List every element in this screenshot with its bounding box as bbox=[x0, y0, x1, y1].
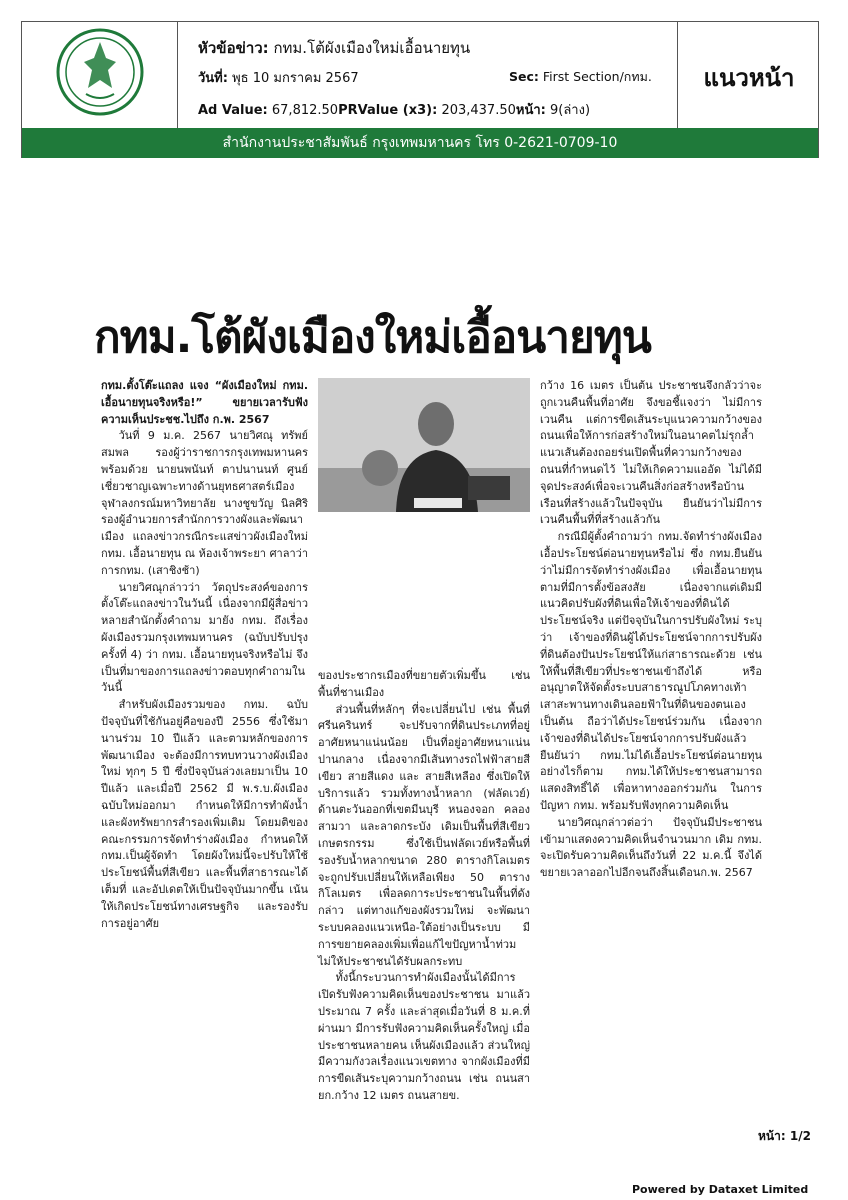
pr-value: 203,437.50 bbox=[441, 103, 516, 118]
article-column-2 bbox=[318, 668, 530, 1105]
article-title: กทม.โต้ผังเมืองใหม่เอื้อนายทุน bbox=[94, 312, 651, 363]
article-paragraph: นายวิศณุกล่าวต่อว่า ปัจจุบันมีประชาชนเข้ามาแสดงความคิดเห็นจำนวนมาก เดิม กทม. จะเปิดรับความคิดเห็นถึงวันที่ 22 ม.ค.นี้ จึงได้ขยายเวลาออกไปอีกจนถึงสิ้นเดือนก.พ. 2567 bbox=[540, 815, 762, 880]
sec-label: Sec: bbox=[509, 69, 539, 84]
section-row bbox=[509, 67, 652, 87]
speaker-photo-illustration bbox=[318, 378, 530, 512]
article-paragraph: กว้าง 16 เมตร เป็นต้น ประชาชนจึงกลัวว่าจะถูกเวนคืนพื้นที่อาศัย จึงขอชี้แจงว่า ไม่มีการเวนคืน แต่การขีดเส้นระบุแนวความกว้างของถนนเพื่อให้การก่อสร้างใหม่ในอนาคตไม่รุกล้ำแนวเส้นต้องถอยร่นเปิดพื้นที่ความกว้างของถนนที่กำหนดไว้ ไม่ให้เกิดความแออัด ไม่ได้มีจุดประสงค์เพื่อจะเวนคืนสิ่งก่อสร้างหรือบ้านเรือนที่สร้างแล้วในปัจจุบัน ยืนยันว่าไม่มีการเวนคืนพื้นที่ที่สร้างแล้วกัน bbox=[540, 379, 762, 527]
office-bar: สำนักงานประชาสัมพันธ์ กรุงเทพมหานคร โทร 0-2621-0709-10 bbox=[22, 128, 818, 158]
date-value: พุธ 10 มกราคม 2567 bbox=[232, 71, 359, 86]
date-label: วันที่: bbox=[198, 71, 228, 86]
article-paragraph: วันที่ 9 ม.ค. 2567 นายวิศณุ ทรัพย์สมพล รองผู้ว่าราชการกรุงเทพมหานคร พร้อมด้วย นายนพนันท์ ตาปนานนท์ ศูนย์เชี่ยวชาญเฉพาะทางด้านยุทธศาสตร์เมือง จุฬาลงกรณ์มหาวิทยาลัย นางชูขวัญ นิลศิริ รองผู้อำนวยการสำนักการวางผังและพัฒนาเมือง แถลงข่าวกรณีกระแสข่าวผังเมืองใหม่ กทม. เอื้อนายทุน ณ ห้องเจ้าพระยา ศาลาว่าการกทม. (เสาชิงช้า) bbox=[101, 429, 308, 577]
headline-row bbox=[198, 36, 470, 60]
bangkok-seal-logo bbox=[56, 28, 144, 116]
article-column-1 bbox=[101, 378, 308, 932]
headline-label: หัวข้อข่าว: bbox=[198, 39, 269, 57]
clipping-header bbox=[21, 21, 819, 158]
powered-by: Powered by Dataxet Limited bbox=[632, 1183, 809, 1196]
date-row bbox=[198, 67, 359, 88]
article-paragraph: ของประชากรเมืองที่ขยายตัวเพิ่มขึ้น เช่น พื้นที่ชานเมือง bbox=[318, 669, 530, 699]
article-photo bbox=[318, 378, 530, 512]
sec-value: First Section/กทม. bbox=[542, 69, 652, 84]
article-lead: กทม.ตั้งโต๊ะแถลง แจง “ผังเมืองใหม่ กทม. เอื้อนายทุนจริงหรือ!” ขยายเวลารับฟังความเห็นประชช.ไปถึง ก.พ. 2567 bbox=[101, 379, 308, 426]
ad-value-row bbox=[198, 99, 590, 120]
page-indicator-value: 1/2 bbox=[789, 1129, 811, 1143]
ad-value: 67,812.50 bbox=[271, 103, 339, 118]
page-label: หน้า: bbox=[515, 103, 546, 118]
newspaper-name: แนวหน้า bbox=[703, 64, 795, 92]
page-indicator-label: หน้า: bbox=[758, 1129, 786, 1143]
article-paragraph: ทั้งนี้กระบวนการทำผังเมืองนั้นได้มีการเปิดรับฟังความคิดเห็นของประชาชน มาแล้วประมาณ 7 ครั้ง และล่าสุดเมื่อวันที่ 8 ม.ค.ที่ผ่านมา มีการรับฟังความคิดเห็นครั้งใหญ่ เมื่อประชาชนหลายคน เห็นผังเมืองแล้ว ส่วนใหญ่มีความกังวลเรื่องแนวเขตทาง จากผังเมืองที่มีการขีดเส้นระบุความกว้างถนน เช่น ถนนสายก.กว้าง 12 เมตร ถนนสายข. bbox=[318, 971, 530, 1102]
article-paragraph: ส่วนพื้นที่หลักๆ ที่จะเปลี่ยนไป เช่น พื้นที่ ศรีนครินทร์ จะปรับจากที่ดินประเภทที่อยู่อาศัยหนาแน่นน้อย เป็นที่อยู่อาศัยหนาแน่นปานกลาง เนื่องจากมีเส้นทางรถไฟฟ้าสายสีเขียว สายสีแดง และ สายสีเหลือง ซึ่งเปิดให้บริการแล้ว รวมทั้งทางน้ำหลาก (ฟลัดเวย์) ด้านตะวันออกที่เขตมีนบุรี หนองจอก คลองสามวา และลาดกระบัง เดิมเป็นพื้นที่สีเขียวเกษตรกรรม ซึ่งใช้เป็นฟลัดเวย์หรือพื้นที่รองรับน้ำหลากขนาด 280 ตารางกิโลเมตร จะถูกปรับเปลี่ยนให้เหลือเพียง 50 ตารางกิโลเมตร เพื่อลดการะประชาชนในพื้นที่ดังกล่าว แต่ทางแก้ของผังรวมใหม่ จะพัฒนาระบบคลองแนวเหนือ-ใต้อย่างเป็นระบบ มีการขยายคลองเพิ่มเพื่อแก้ไขปัญหาน้ำท่วม ไม่ให้ประชาชนได้รับผลกระทบ bbox=[318, 702, 530, 968]
pr-label: PRValue (x3): bbox=[338, 103, 438, 118]
page-value: 9(ล่าง) bbox=[549, 103, 591, 118]
article-column-3 bbox=[540, 378, 762, 882]
ad-label: Ad Value: bbox=[198, 103, 268, 118]
article-paragraph: สำหรับผังเมืองรวมของ กทม. ฉบับปัจจุบันที่ใช้กันอยู่คือของปี 2556 ซึ่งใช้มานานร่วม 10 ปีแล้ว และตามหลักของการพัฒนาเมือง จะต้องมีการทบทวนวางผังเมืองใหม่ ทุกๆ 5 ปี ซึ่งปัจจุบันล่วงเลยมาเป็น 10 ปีแล้ว และเมื่อปี 2562 มี พ.ร.บ.ผังเมืองฉบับใหม่ออกมา กำหนดให้มีการทำผังน้ำและผังทรัพยากรสำรองเพิ่มเติม โดยมติของคณะกรรมการจัดทำร่างผังเมือง กำหนดให้ กทม.เป็นผู้จัดทำ โดยผังใหม่นี้จะปรับให้ใช้ประโยชน์พื้นที่สีเขียว และพื้นที่สาธารณะได้เต็มที่ และอัปเดตให้เป็นปัจจุบันมากขึ้น เน้นให้เกิดประโยชน์ทางเศรษฐกิจ และรองรับการอยู่อาศัย bbox=[101, 698, 308, 930]
headline-value: กทม.โต้ผังเมืองใหม่เอื้อนายทุน bbox=[273, 39, 471, 57]
divider bbox=[177, 22, 178, 128]
article-paragraph: กรณีมีผู้ตั้งคำถามว่า กทม.จัดทำร่างผังเมืองเอื้อประโยชน์ต่อนายทุนหรือไม่ ซึ่ง กทม.ยืนยันว่าไม่มีการจัดทำร่างผังเมือง เพื่อเอื้อนายทุนตามที่มีการตั้งข้อสงสัย เนื่องจากแต่เดิมมีแนวคิดปรับผังที่ดินเพื่อให้เจ้าของที่ดินได้ประโยชน์จริง แต่ปัจจุบันในการปรับผังใหม่ ระบุว่า เจ้าของที่ดินผู้ได้ประโยชน์จากการปรับผังที่ดินต้องปันประโยชน์ให้แก่สาธารณะด้วย เช่น ให้พื้นที่สีเขียวที่ประชาชนเข้าถึงได้ หรืออนุญาตให้จัดตั้งระบบสาธารณูปโภคทางเท้า เสาสะพานทางเดินลอยฟ้าในที่ดินของตนเอง เป็นต้น ถือว่าได้ประโยชน์ร่วมกัน เนื่องจากเจ้าของที่ดินได้ประโยชน์จากการปรับผังแล้ว ยืนยันว่า กทม.ไม่ได้เอื้อประโยชน์ต่อนายทุนอย่างไรก็ตาม กทม.ได้ให้ประชาชนสามารถแสดงสิทธิ์ได้ เพื่อหาทางออกร่วมกัน ในการปัญหา กทม. พร้อมรับฟังทุกความคิดเห็น bbox=[540, 530, 762, 812]
article-paragraph: นายวิศณุกล่าวว่า วัตถุประสงค์ของการตั้งโต๊ะแถลงข่าวในวันนี้ เนื่องจากมีผู้สื่อข่าวหลายสำนักตั้งคำถาม มายัง กทม. ถึงเรื่องผังเมืองรวมกรุงเทพมหานคร (ฉบับปรับปรุงครั้งที่ 4) ว่า กทม. เอื้อนายทุนจริงหรือไม่ จึงเป็นที่มาของการแถลงข่าวตอบทุกคำถามในวันนี้ bbox=[101, 580, 308, 695]
page-indicator bbox=[758, 1127, 811, 1146]
